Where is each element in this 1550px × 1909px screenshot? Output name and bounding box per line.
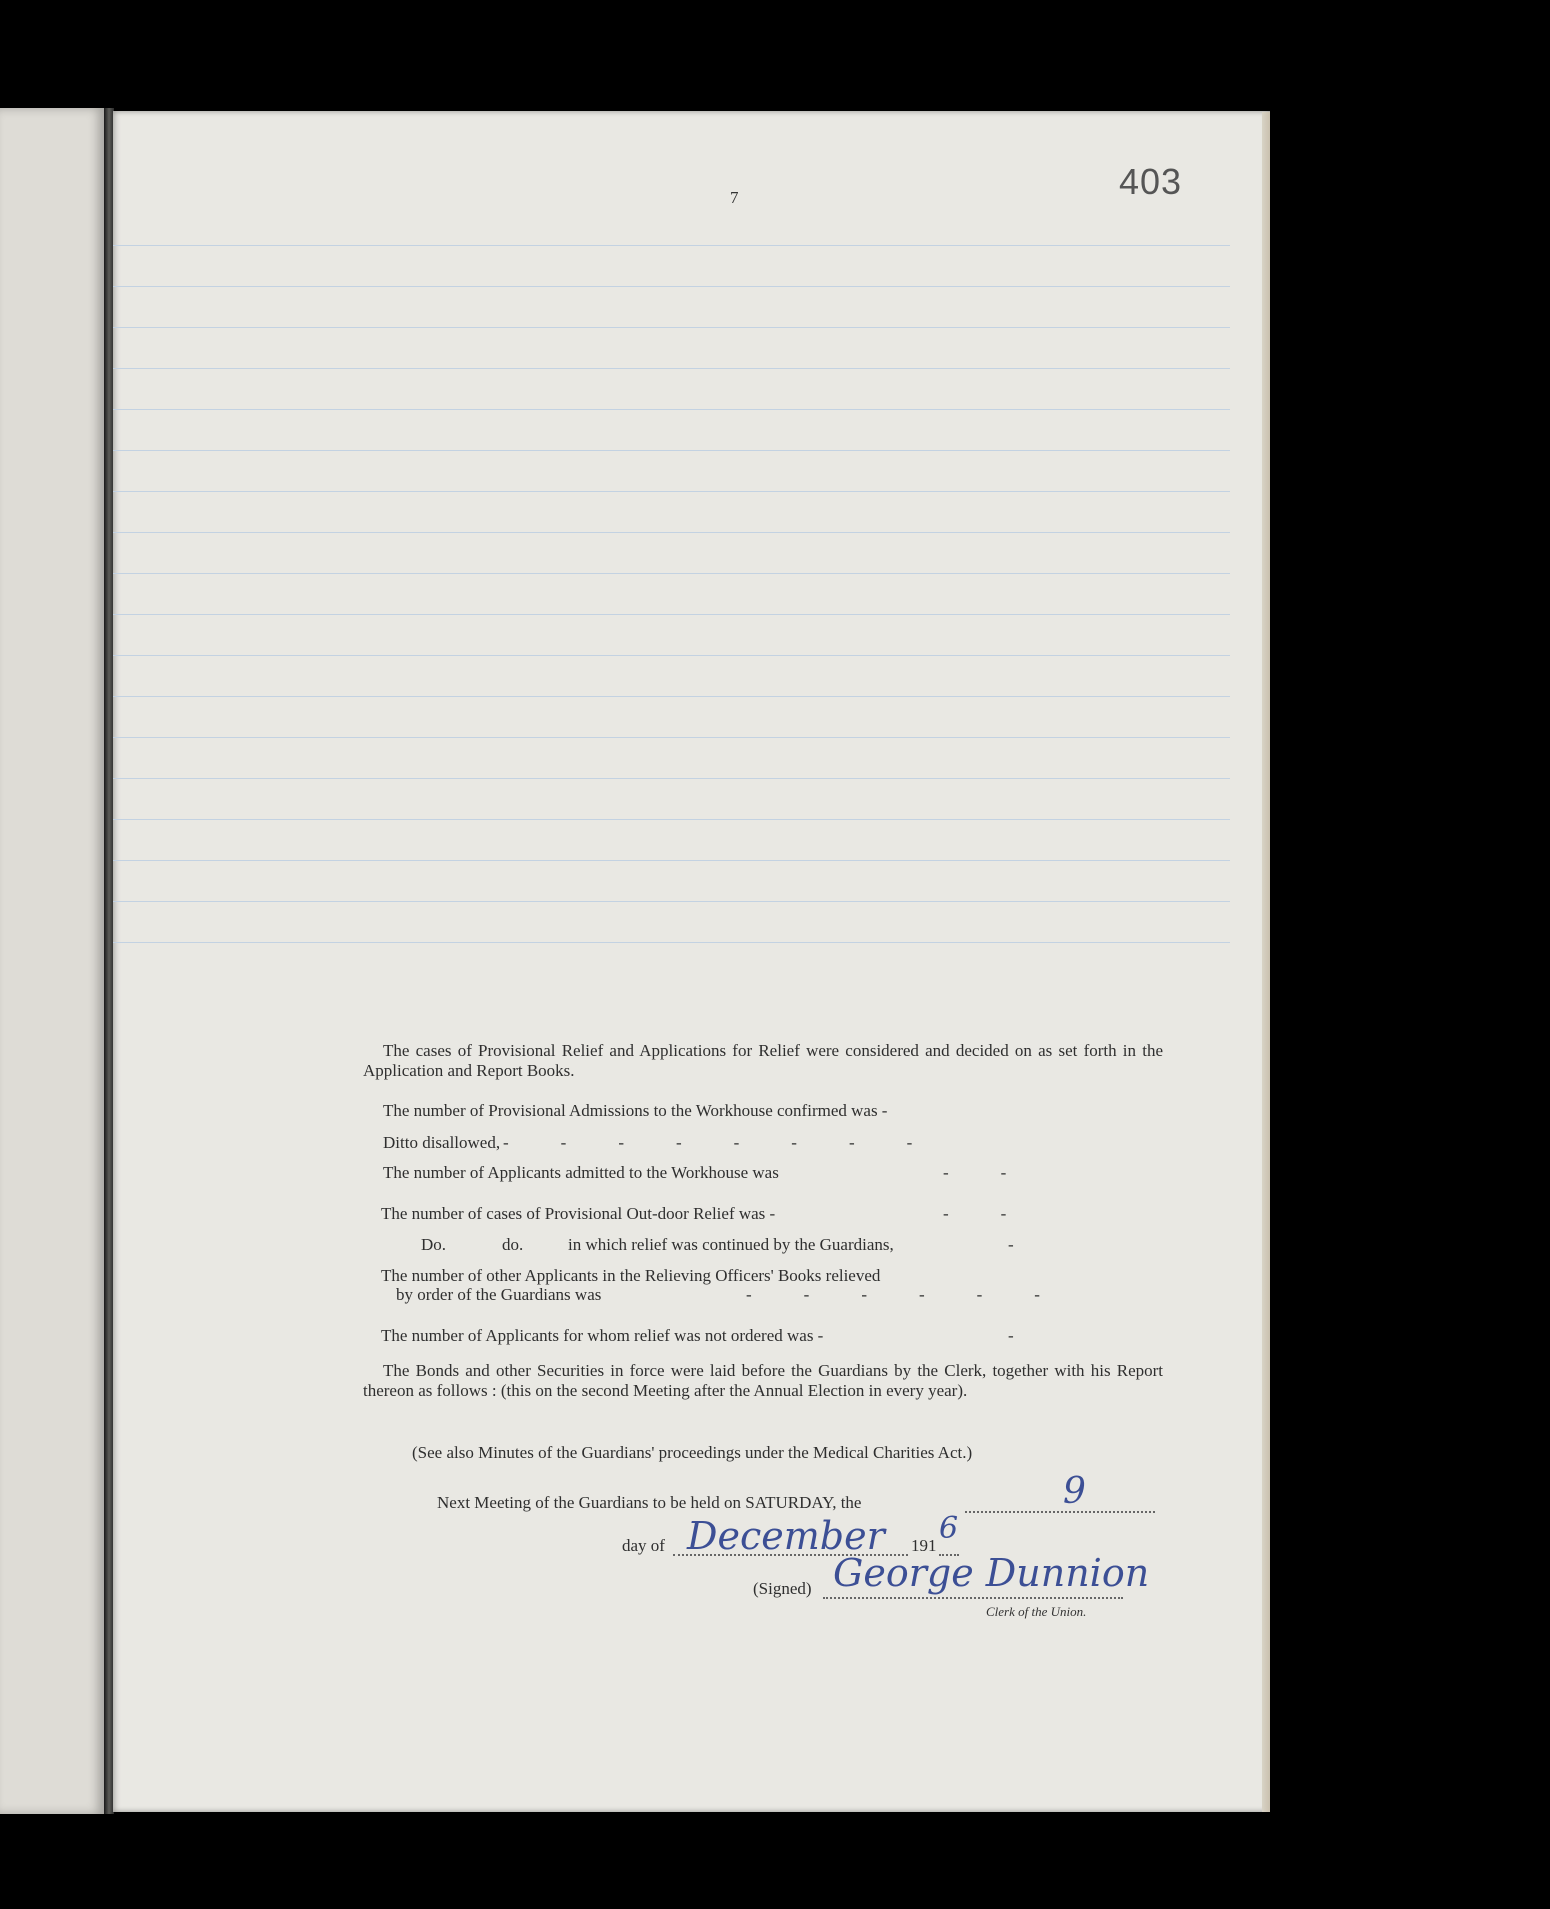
line-relief-not-ordered: The number of Applicants for whom relief was not ordered was - — [381, 1326, 824, 1345]
ledger-page — [113, 111, 1270, 1812]
signed-label: (Signed) — [753, 1579, 812, 1598]
ruled-line — [113, 368, 1230, 369]
ruled-line — [113, 286, 1230, 287]
see-also-note: (See also Minutes of the Guardians' proceedings under the Medical Charities Act.) — [412, 1443, 973, 1462]
bonds-paragraph: The Bonds and other Securities in force were laid before the Guardians by the Clerk, together with his Report thereon as follows : (this on the second Meeting after the Annual Election in every year). — [363, 1361, 1163, 1400]
page-number: 7 — [730, 188, 739, 207]
ruled-line — [113, 614, 1230, 615]
meeting-year-handwritten: 6 — [939, 1511, 959, 1546]
ruled-line — [113, 245, 1230, 246]
line-other-applicants-2: by order of the Guardians was — [396, 1285, 602, 1304]
meeting-day-handwritten: 9 — [1063, 1471, 1086, 1512]
ruled-line — [113, 901, 1230, 902]
ruled-line — [113, 819, 1230, 820]
ruled-line — [113, 532, 1230, 533]
facing-page — [0, 108, 104, 1814]
ruled-line — [113, 942, 1230, 943]
not-ordered-leader-dash: - — [1008, 1326, 1014, 1345]
admitted-leader-dashes: -- — [943, 1163, 1059, 1182]
ruled-line — [113, 860, 1230, 861]
do2-label: do. — [502, 1235, 524, 1254]
year-prefix: 191 — [911, 1536, 937, 1555]
intro-paragraph: The cases of Provisional Relief and Applications for Relief were considered and decided on as set forth in the Application and Report Books. — [363, 1041, 1163, 1080]
ruled-line — [113, 450, 1230, 451]
other-leader-dashes: ------ — [746, 1285, 1092, 1304]
ruled-line — [113, 737, 1230, 738]
ruled-line — [113, 573, 1230, 574]
ruled-line — [113, 327, 1230, 328]
outdoor-leader-dashes: -- — [943, 1204, 1059, 1223]
do-label: Do. — [421, 1235, 447, 1254]
line-ditto-disallowed: Ditto disallowed, — [383, 1133, 501, 1152]
ruled-line — [113, 655, 1230, 656]
line-admissions-confirmed: The number of Provisional Admissions to the Workhouse confirmed was - — [383, 1101, 888, 1120]
ruled-line — [113, 778, 1230, 779]
meeting-month-handwritten: December — [687, 1514, 885, 1558]
clerk-caption: Clerk of the Union. — [986, 1604, 1087, 1619]
day-dots — [965, 1511, 1155, 1513]
folio-number: 403 — [1119, 161, 1183, 202]
line-outdoor-relief: The number of cases of Provisional Out-door Relief was - — [381, 1204, 776, 1223]
clerk-signature: George Dunnion — [833, 1551, 1150, 1595]
continued-leader-dash: - — [1008, 1235, 1014, 1254]
line-other-applicants-1: The number of other Applicants in the Relieving Officers' Books relieved — [381, 1266, 881, 1285]
next-meeting-prefix: Next Meeting of the Guardians to be held on SATURDAY, the — [437, 1493, 862, 1512]
ruled-line — [113, 696, 1230, 697]
line-relief-continued: in which relief was continued by the Guardians, — [568, 1235, 894, 1254]
ruled-line — [113, 409, 1230, 410]
day-of-label: day of — [622, 1536, 665, 1555]
signature-dots — [823, 1597, 1123, 1599]
page-edge — [1262, 112, 1270, 1812]
ruled-line — [113, 491, 1230, 492]
line-applicants-admitted: The number of Applicants admitted to the Workhouse was — [383, 1163, 779, 1182]
ditto-leader-dashes: -------- — [503, 1133, 965, 1152]
